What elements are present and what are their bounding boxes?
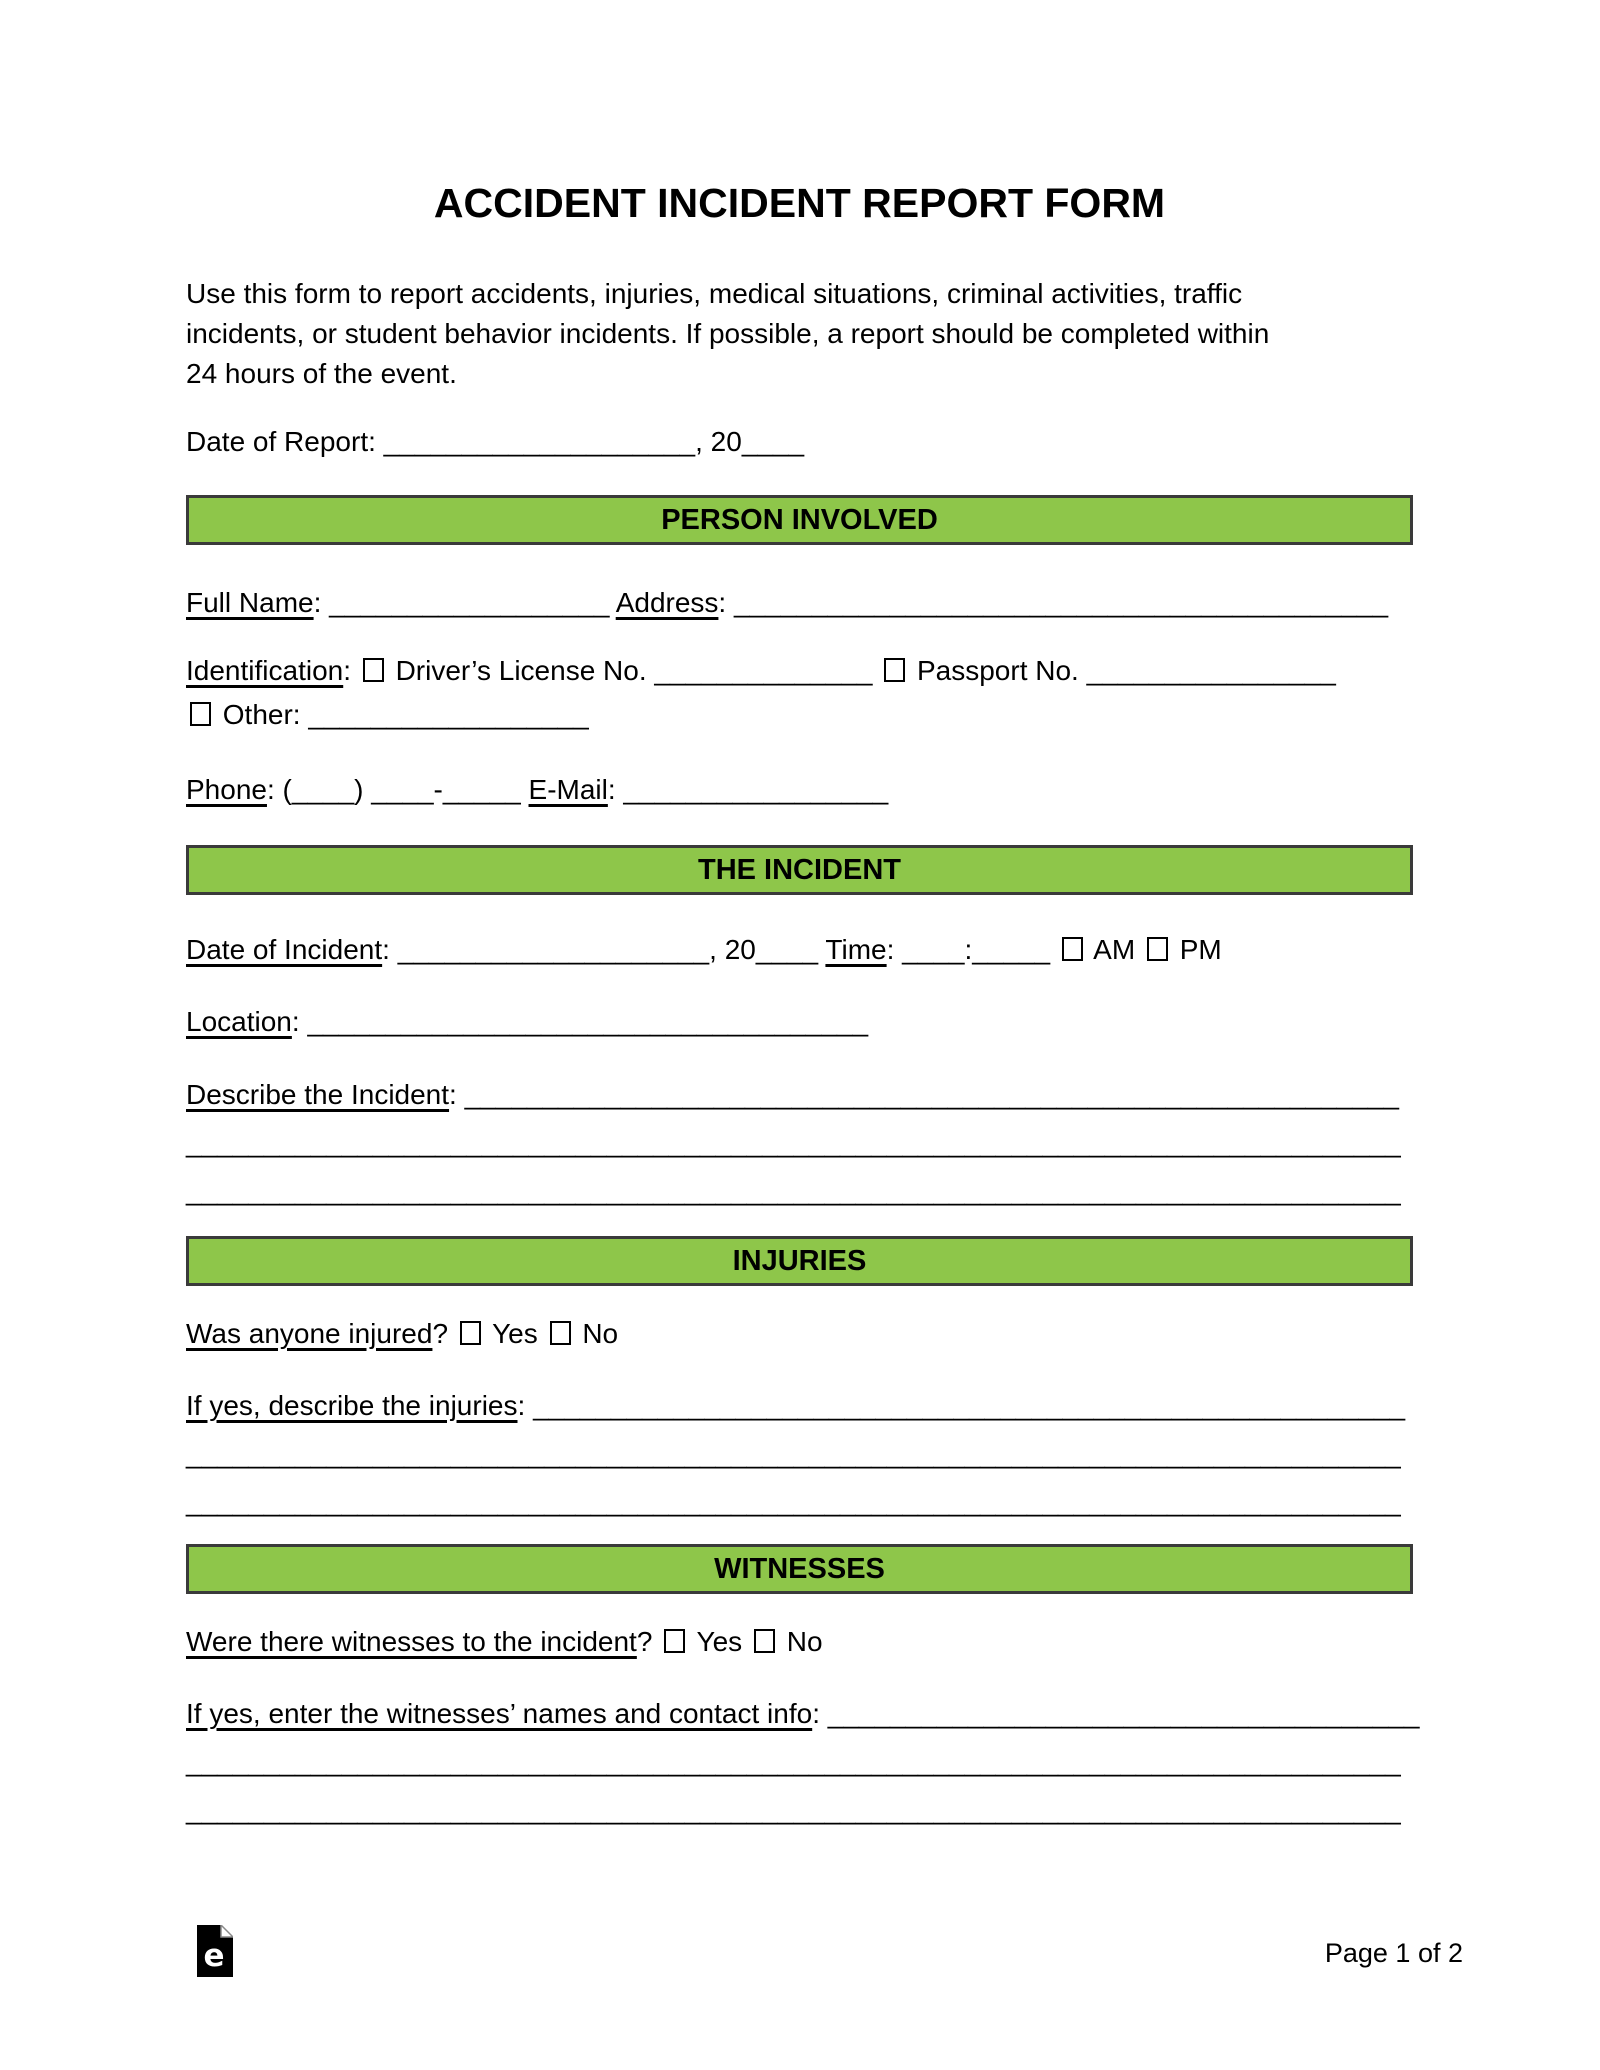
date-of-incident-year-prefix: , 20 [709, 934, 756, 965]
checkbox-witnesses-no [754, 1629, 775, 1653]
full-name-address-line [186, 583, 1413, 623]
intro-paragraph [186, 274, 1413, 394]
date-of-incident-year-blank: ____ [755, 934, 819, 965]
time-separator: : [964, 934, 973, 965]
identification-line [186, 649, 1413, 693]
email-colon: : [607, 774, 616, 805]
checkbox-witnesses-yes [664, 1629, 685, 1653]
describe-incident-line [186, 1071, 1413, 1119]
eforms-logo-icon [197, 1925, 233, 1977]
other-blank: __________________ [308, 699, 589, 730]
witnesses-yes-label: Yes [696, 1626, 743, 1657]
address-colon: : [718, 587, 727, 618]
checkbox-injured-yes [460, 1321, 481, 1345]
drivers-license-blank: ______________ [654, 655, 873, 686]
time-hour-blank: ____ [902, 934, 965, 965]
full-name-label: Full Name [186, 587, 314, 618]
date-of-incident-blank: ____________________ [397, 934, 710, 965]
describe-incident-extra-line-2: ______________________________________________________________________________ [186, 1175, 1401, 1206]
phone-blank: (____) ____-_____ [282, 774, 521, 805]
describe-injuries-blank: ________________________________________________________ [533, 1390, 1406, 1421]
describe-incident-block [186, 1071, 1413, 1215]
date-of-report-label: Date of Report: [186, 426, 376, 457]
phone-label: Phone [186, 774, 267, 805]
witnesses-contact-extra-line-2: ______________________________________________________________________________ [186, 1794, 1401, 1825]
date-of-incident-line [186, 930, 1413, 970]
eforms-logo [197, 1925, 233, 1977]
anyone-injured-line [186, 1314, 1413, 1354]
date-of-report-blank: ____________________ [383, 426, 696, 457]
date-of-report-year-blank: ____ [741, 426, 805, 457]
witnesses-contact-blank: ______________________________________ [827, 1698, 1420, 1729]
describe-injuries-colon: : [517, 1390, 526, 1421]
intro-line-3: 24 hours of the event. [186, 358, 457, 389]
email-label: E-Mail [528, 774, 608, 805]
location-line [186, 1002, 1413, 1042]
section-header-person-involved [186, 495, 1413, 545]
location-colon: : [291, 1006, 300, 1037]
am-label: AM [1093, 934, 1136, 965]
checkbox-am [1062, 937, 1083, 961]
anyone-injured-label: Was anyone injured [186, 1318, 433, 1349]
address-label: Address [615, 587, 719, 618]
witnesses-contact-line [186, 1690, 1420, 1738]
location-label: Location [186, 1006, 292, 1037]
witnesses-header-label: WITNESSES [714, 1553, 885, 1585]
page-title: ACCIDENT INCIDENT REPORT FORM [433, 180, 1166, 226]
describe-incident-colon: : [449, 1079, 457, 1110]
describe-injuries-line [186, 1382, 1413, 1430]
witnesses-contact-block [186, 1690, 1420, 1834]
time-minute-blank: _____ [972, 934, 1051, 965]
witnesses-contact-extra-line-1: ______________________________________________________________________________ [186, 1746, 1401, 1777]
section-header-injuries [186, 1236, 1413, 1286]
phone-colon: : [266, 774, 275, 805]
witnesses-question-label: Were there witnesses to the incident [186, 1626, 637, 1657]
checkbox-pm [1147, 937, 1168, 961]
identification-colon: : [343, 655, 351, 686]
injuries-header-label: INJURIES [732, 1245, 867, 1277]
witnesses-contact-colon: : [812, 1698, 820, 1729]
injured-yes-label: Yes [492, 1318, 538, 1349]
passport-blank: ________________ [1086, 655, 1336, 686]
drivers-license-label: Driver’s License No. [395, 655, 647, 686]
checkbox-injured-no [550, 1321, 571, 1345]
describe-injuries-label: If yes, describe the injuries [186, 1390, 518, 1421]
the-incident-header-label: THE INCIDENT [698, 854, 901, 886]
describe-injuries-extra-line-2: ______________________________________________________________________________ [186, 1486, 1401, 1517]
identification-block [186, 649, 1413, 737]
section-header-the-incident [186, 845, 1413, 895]
checkbox-other [190, 702, 211, 726]
person-involved-header-label: PERSON INVOLVED [661, 504, 938, 536]
location-blank: ____________________________________ [307, 1006, 869, 1037]
describe-incident-label: Describe the Incident [186, 1079, 450, 1110]
time-label: Time [825, 934, 887, 965]
date-of-incident-colon: : [382, 934, 390, 965]
witnesses-contact-label: If yes, enter the witnesses’ names and contact info [186, 1698, 813, 1729]
section-header-witnesses [186, 1544, 1413, 1594]
document-content [0, 180, 1600, 1834]
phone-email-line [186, 770, 1413, 810]
injured-no-label: No [582, 1318, 619, 1349]
identification-label: Identification [186, 655, 344, 686]
date-of-report-line [186, 422, 1413, 462]
witnesses-no-label: No [786, 1626, 823, 1657]
describe-injuries-extra-line-1: ______________________________________________________________________________ [186, 1438, 1401, 1469]
other-label: Other: [222, 699, 301, 730]
email-blank: _________________ [623, 774, 889, 805]
eforms-logo-letter: e [203, 1938, 225, 1974]
describe-incident-extra-line-1: ______________________________________________________________________________ [186, 1127, 1401, 1158]
passport-label: Passport No. [916, 655, 1079, 686]
witnesses-question-line [186, 1622, 1413, 1662]
intro-line-1: Use this form to report accidents, injuries, medical situations, criminal activities, traffic [186, 278, 1243, 309]
pm-label: PM [1179, 934, 1222, 965]
full-name-blank: __________________ [329, 587, 610, 618]
describe-injuries-block [186, 1382, 1413, 1526]
checkbox-passport [884, 658, 905, 682]
checkbox-drivers-license [363, 658, 384, 682]
witnesses-question-qmark: ? [636, 1626, 653, 1657]
page-number: Page 1 of 2 [1324, 1938, 1463, 1968]
identification-other-line [186, 693, 1413, 737]
describe-incident-blank: ____________________________________________________________ [464, 1079, 1399, 1110]
date-of-report-year-prefix: , 20 [695, 426, 742, 457]
full-name-colon: : [313, 587, 322, 618]
time-colon: : [886, 934, 895, 965]
anyone-injured-qmark: ? [432, 1318, 449, 1349]
address-blank: __________________________________________ [733, 587, 1389, 618]
date-of-incident-label: Date of Incident [186, 934, 383, 965]
intro-line-2: incidents, or student behavior incidents. If possible, a report should be completed within [186, 318, 1270, 349]
